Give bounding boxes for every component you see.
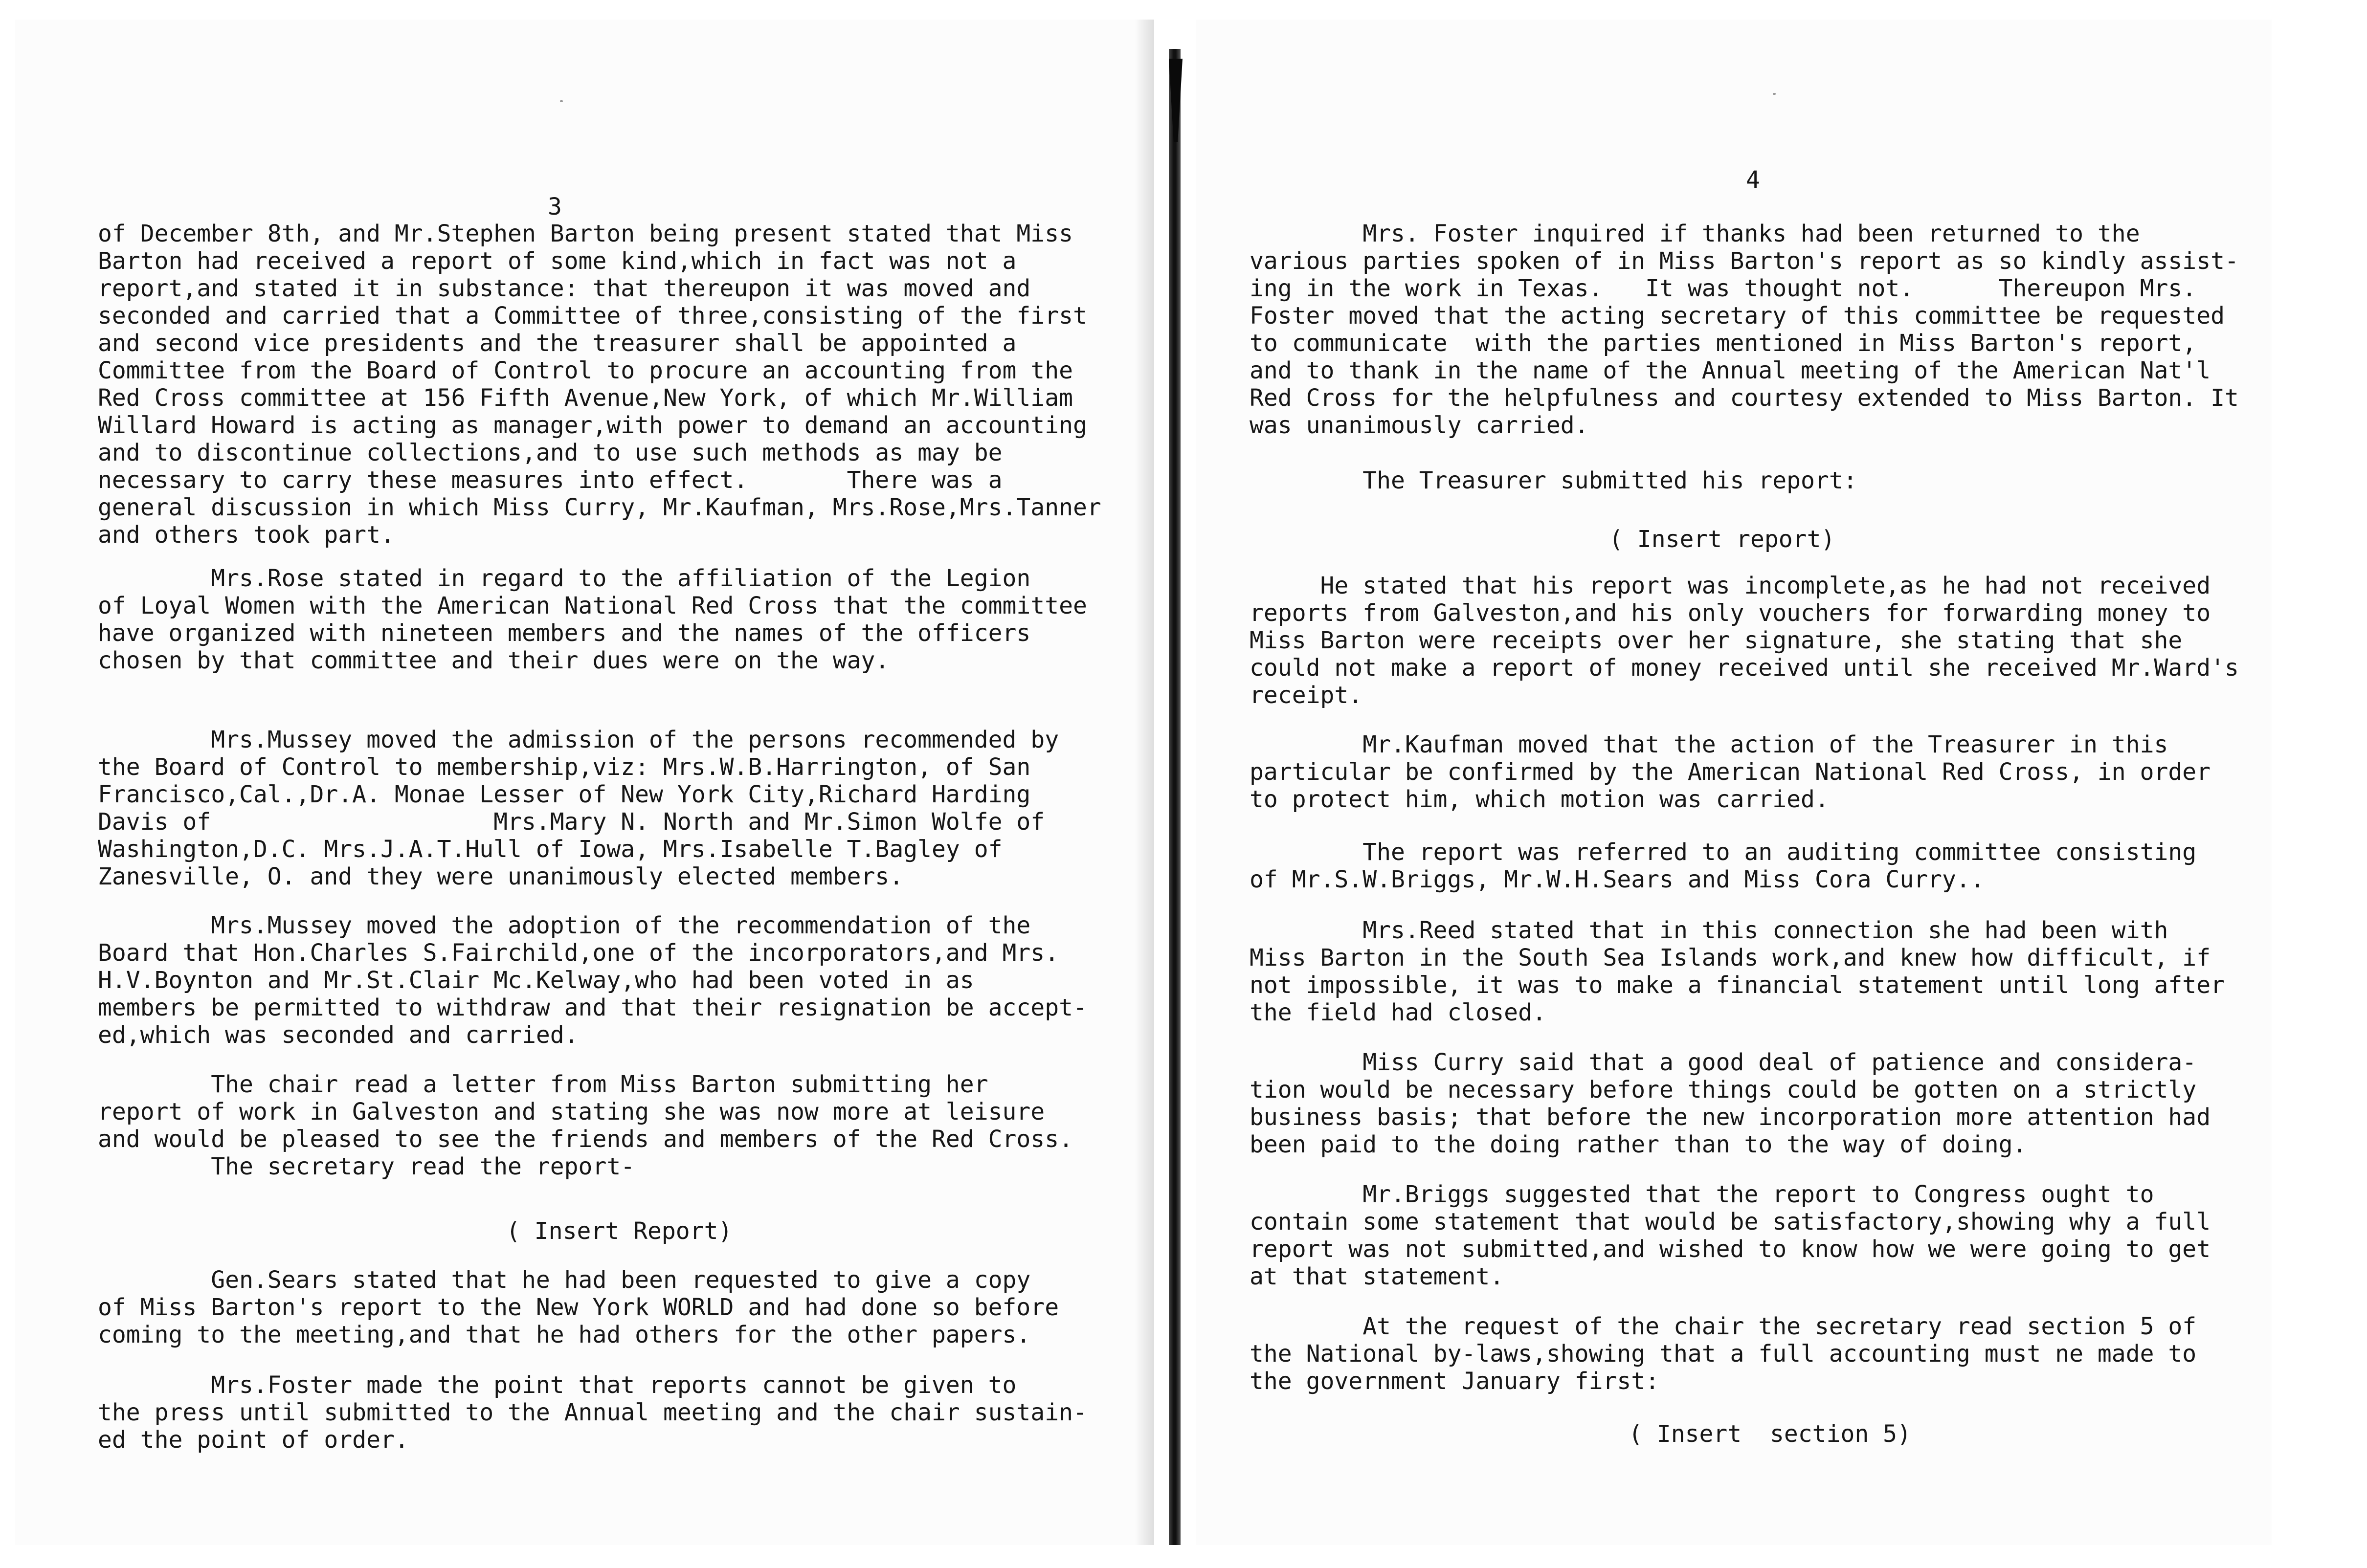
right-page-number: 4 bbox=[1746, 166, 1760, 194]
right-paragraph-9: At the request of the chair the secretary read section 5 of the National by-laws,showing that a full accounting must ne made to the government January first: bbox=[1250, 1313, 2197, 1395]
right-page bbox=[1196, 20, 2272, 1545]
insert-report-label-right: ( Insert report) bbox=[1609, 526, 1835, 553]
right-paragraph-8: Mr.Briggs suggested that the report to Congress ought to contain some statement that would be satisfactory,showing why a full report was not submitted,and wished to know how we were going to get at that statement. bbox=[1250, 1181, 2211, 1290]
left-paragraph-4: Mrs.Mussey moved the adoption of the recommendation of the Board that Hon.Charles S.Fairchild,one of the incorporators,and Mrs. H.V.Boynton and Mr.St.Clair Mc.Kelway,who had been voted in as members be permitted to withdraw and that their resignation be accept- ed,which was seconded and carried. bbox=[98, 912, 1087, 1049]
right-paragraph-2: The Treasurer submitted his report: bbox=[1250, 467, 1857, 494]
left-paragraph-3: Mrs.Mussey moved the admission of the persons recommended by the Board of Control to membership,viz: Mrs.W.B.Harrington, of San Francisco,Cal.,Dr.A. Monae Lesser of New York City,Richard Harding Davis of Mrs.Mary N. North and Mr.Simon Wolfe of Washington,D.C. Mrs.J.A.T.Hull of Iowa, Mrs.Isabelle T.Bagley of Zanesville, O. and they were unanimously elected members. bbox=[98, 726, 1059, 890]
insert-section-label: ( Insert section 5) bbox=[1629, 1420, 1911, 1448]
binding-gutter bbox=[1154, 49, 1196, 1545]
right-paragraph-5: The report was referred to an auditing committee consisting of Mr.S.W.Briggs, Mr.W.H.Sears and Miss Cora Curry.. bbox=[1250, 839, 2197, 893]
left-paragraph-1: of December 8th, and Mr.Stephen Barton being present stated that Miss Barton had received a report of some kind,which in fact was not a report,and stated it in substance: that thereupon it was moved and seconded and carried that a Committee of three,consisting of the first and second vice presidents and the treasurer shall be appointed a Committee from the Board of Control to procure an accounting from the Red Cross committee at 156 Fifth Avenue,New York, of which Mr.William Willard Howard is acting as manager,with power to demand an accounting and to discontinue collections,and to use such methods as may be necessary to carry these measures into effect. There was a general discussion in which Miss Curry, Mr.Kaufman, Mrs.Rose,Mrs.Tanner and others took part. bbox=[98, 220, 1101, 549]
left-paragraph-6: Gen.Sears stated that he had been requested to give a copy of Miss Barton's report to the New York WORLD and had done so before coming to the meeting,and that he had others for the other papers. bbox=[98, 1266, 1059, 1348]
scan-speck bbox=[560, 100, 563, 102]
left-page bbox=[15, 20, 1154, 1545]
right-paragraph-4: Mr.Kaufman moved that the action of the Treasurer in this particular be confirmed by the American National Red Cross, in order to protect him, which motion was carried. bbox=[1250, 731, 2211, 813]
left-paragraph-7: Mrs.Foster made the point that reports cannot be given to the press until submitted to the Annual meeting and the chair sustain- ed the point of order. bbox=[98, 1371, 1087, 1454]
scan-speck bbox=[1773, 93, 1776, 95]
left-paragraph-2: Mrs.Rose stated in regard to the affiliation of the Legion of Loyal Women with the American National Red Cross that the committee have organized with nineteen members and the names of the officers chosen by that committee and their dues were on the way. bbox=[98, 565, 1087, 674]
binding-line bbox=[1169, 49, 1181, 1545]
page-shadow bbox=[1135, 20, 1154, 1545]
right-paragraph-1: Mrs. Foster inquired if thanks had been returned to the various parties spoken of in Miss Barton's report as so kindly assist- ing in the work in Texas. It was thought not. Thereupon Mrs. Foster moved that the acting secretary of this committee be requested to communicate with the parties mentioned in Miss Barton's report, and to thank in the name of the Annual meeting of the American Nat'l Red Cross for the helpfulness and courtesy extended to Miss Barton. It was unanimously carried. bbox=[1250, 220, 2239, 439]
right-paragraph-6: Mrs.Reed stated that in this connection she had been with Miss Barton in the South Sea Islands work,and knew how difficult, if not impossible, it was to make a financial statement until long after the field had closed. bbox=[1250, 917, 2225, 1026]
left-paragraph-5: The chair read a letter from Miss Barton submitting her report of work in Galveston and stating she was now more at leisure and would be pleased to see the friends and members of the Red Cross. The secretary read the report- bbox=[98, 1071, 1073, 1180]
insert-report-label: ( Insert Report) bbox=[506, 1217, 733, 1245]
left-page-number: 3 bbox=[548, 193, 562, 221]
right-paragraph-3: He stated that his report was incomplete,as he had not received reports from Galveston,and his only vouchers for forwarding money to Miss Barton were receipts over her signature, she stating that she could not make a report of money received until she received Mr.Ward's receipt. bbox=[1250, 572, 2239, 709]
right-paragraph-7: Miss Curry said that a good deal of patience and considera- tion would be necessary before things could be gotten on a strictly business basis; that before the new incorporation more attention had been paid to the doing rather than to the way of doing. bbox=[1250, 1049, 2211, 1158]
